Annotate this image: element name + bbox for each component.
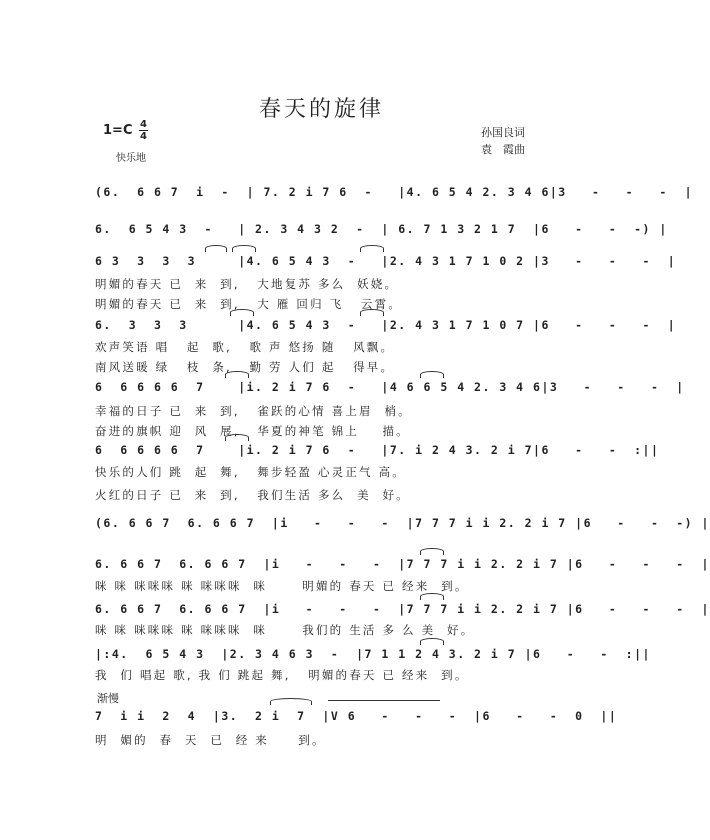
staff-row-7 [95, 512, 710, 534]
notes: (6. 6 6 7 i - | 7. 2 i 7 6 - |4. 6 5 4 2. 3 4 6|3 - - - | [95, 185, 694, 199]
notes: 6 3 3 3 3 |4. 6 5 4 3 - |2. 4 3 1 7 1 0 2 |3 - - - | [95, 254, 677, 268]
notes: (6. 6 6 7 6. 6 6 7 |i - - - |7 7 7 i i 2. 2 i 7 |6 - - -) | [95, 516, 710, 530]
staff-row-5 [95, 376, 685, 398]
meter-top: 4 [140, 119, 147, 130]
lyric-line: 欢声笑语 唱 起 歌, 歌 声 悠扬 随 风飘。 [95, 340, 395, 354]
lyric-line: 咪 咪 咪咪咪 咪 咪咪咪 咪 我们的 生活 多 么 美 好。 [95, 623, 475, 637]
lyric-line: 明媚的春天 已 来 到, 大地复苏 多么 妖娆。 [95, 277, 399, 291]
notes: 6. 6 6 7 6. 6 6 7 |i - - - |7 7 7 i i 2. 2 i 7 |6 - - - | [95, 557, 710, 571]
staff-row-2 [95, 218, 668, 240]
slur-mark [230, 309, 254, 316]
notes: |:4. 6 5 4 3 |2. 3 4 6 3 - |7 1 1 2 4 3. 2 i 7 |6 - - :|| [95, 647, 651, 661]
lyric-line: 明媚的春天 已 来 到, 大 雁 回归 飞 云霄。 [95, 297, 403, 311]
staff-row-6 [95, 439, 660, 461]
tempo-mark: 快乐地 [116, 153, 146, 164]
slur-mark [205, 245, 227, 252]
slur-mark [225, 371, 249, 378]
composer-credit: 袁 霞曲 [481, 143, 525, 156]
lyric-line: 幸福的日子 已 来 到, 雀跃的心情 喜上眉 梢。 [95, 404, 412, 418]
slur-mark [420, 593, 444, 600]
slur-mark [360, 309, 384, 316]
lyric-line: 明 媚的 春 天 已 经 来 到。 [95, 733, 326, 747]
staff-row-3 [95, 250, 677, 272]
slur-mark [420, 548, 444, 555]
lyric-line: 南风送暖 绿 枝 条, 勤 劳 人们 起 得早。 [95, 360, 395, 374]
slur-mark [420, 638, 444, 645]
slur-mark [232, 245, 256, 252]
slur-mark [420, 371, 444, 378]
lyric-line: 快乐的人们 跳 起 舞, 舞步轻盈 心灵正气 高。 [95, 465, 407, 479]
slur-mark [360, 245, 384, 252]
lyric-line: 咪 咪 咪咪咪 咪 咪咪咪 咪 明媚的 春天 已 经来 到。 [95, 579, 469, 593]
page-title: 春天的旋律 [258, 97, 384, 122]
lyric-line: 奋进的旗帜 迎 风 展, 华夏的神笔 锦上 描。 [95, 424, 410, 438]
notes: 6 6 6 6 6 7 |i. 2 i 7 6 - |4 6 6 5 4 2. 3 4 6|3 - - - | [95, 380, 685, 394]
key-signature: 1=C [103, 123, 133, 138]
staff-row-11 [95, 705, 618, 727]
time-signature [139, 120, 148, 141]
notes: 6. 6 5 4 3 - | 2. 3 4 3 2 - | 6. 7 1 3 2 1 7 |6 - - -) | [95, 222, 668, 236]
staff-row-1 [95, 181, 694, 203]
staff-row-9 [95, 598, 710, 620]
staff-row-10 [95, 643, 651, 665]
meter-bottom: 4 [140, 131, 147, 142]
tie-line [328, 700, 440, 711]
staff-row-4 [95, 314, 677, 336]
lyric-line: 火红的日子 已 来 到, 我们生活 多么 美 好。 [95, 488, 410, 502]
notes: 6 6 6 6 6 7 |i. 2 i 7 6 - |7. i 2 4 3. 2 i 7|6 - - :|| [95, 443, 660, 457]
lyricist-credit: 孙国良词 [481, 126, 525, 139]
notes: 7 i i 2 4 |3. 2 i 7 |V 6 - - - |6 - - 0 || [95, 709, 618, 723]
lyric-line: 我 们 唱起 歌, 我 们 跳起 舞, 明媚的春天 已 经来 到。 [95, 668, 469, 682]
staff-row-8 [95, 553, 710, 575]
ritardando-mark: 渐慢 [97, 692, 119, 705]
notes: 6. 3 3 3 |4. 6 5 4 3 - |2. 4 3 1 7 1 0 7 |6 - - - | [95, 318, 677, 332]
slur-mark [225, 434, 249, 441]
slur-mark [270, 698, 312, 705]
notes: 6. 6 6 7 6. 6 6 7 |i - - - |7 7 7 i i 2. 2 i 7 |6 - - - | [95, 602, 710, 616]
